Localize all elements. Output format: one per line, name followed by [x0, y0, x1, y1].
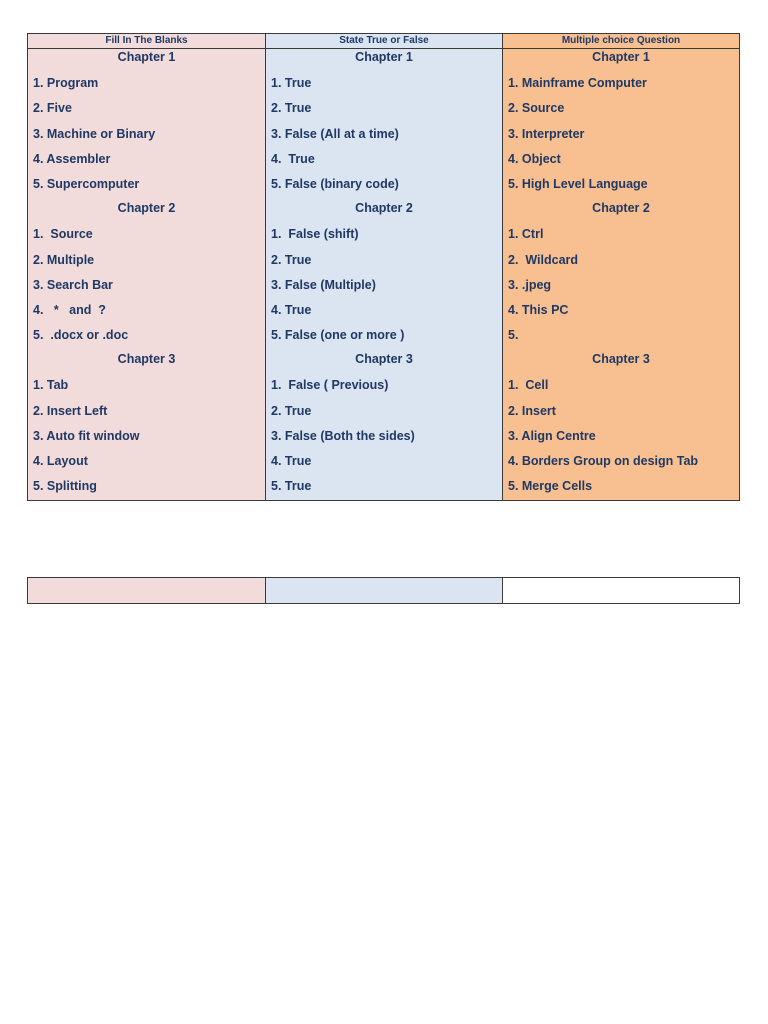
answer-item: 5. True	[271, 479, 312, 494]
answer-item: 2. Five	[33, 101, 72, 116]
answer-item: 3. Interpreter	[508, 126, 585, 141]
column-fill-in-the-blanks	[28, 34, 265, 500]
chapter-title: Chapter 1	[117, 50, 176, 64]
answer-item: 1. Cell	[508, 378, 549, 393]
answer-item: 5. Splitting	[33, 479, 97, 494]
answer-item: 2. True	[271, 252, 312, 267]
chapter-title: Chapter 1	[355, 50, 413, 64]
answer-item: 2. Insert Left	[33, 403, 108, 418]
chapter-title: Chapter 3	[117, 352, 176, 367]
answer-item: 3. Search Bar	[33, 277, 113, 292]
answer-item: 3. False (Both the sides)	[271, 428, 415, 443]
answer-item: 2. Insert	[508, 403, 556, 418]
chapter-title: Chapter 3	[355, 352, 413, 367]
answer-item: 4. Assembler	[33, 151, 111, 166]
answer-item: 1. Mainframe Computer	[508, 76, 647, 91]
answer-item: 1. Ctrl	[508, 227, 544, 242]
column-multiple-choice	[502, 34, 739, 500]
answer-item: 3. False (Multiple)	[271, 277, 376, 292]
column-header: Fill In The Blanks	[28, 34, 265, 49]
answer-item: 2. Multiple	[33, 252, 95, 267]
answer-item: 4. * and ?	[33, 302, 106, 317]
answer-item: 2. Wildcard	[508, 252, 579, 267]
answer-item: 1. True	[271, 76, 312, 91]
chapter-title: Chapter 2	[592, 201, 650, 216]
answer-item: 5. Merge Cells	[508, 479, 593, 494]
column-state-true-or-false	[265, 34, 502, 500]
answer-item: 5.	[508, 328, 519, 343]
answer-item: 1. Tab	[33, 378, 69, 393]
column-header: Multiple choice Question	[503, 34, 739, 49]
answer-item: 5. .docx or .doc	[33, 328, 129, 343]
answer-item: 5. False (one or more )	[271, 328, 405, 343]
answer-item: 3. Auto fit window	[33, 428, 140, 443]
answer-item: 3. Align Centre	[508, 428, 596, 443]
answer-item: 4. True	[271, 151, 315, 166]
empty-cell	[265, 578, 502, 603]
answer-item: 1. False (shift)	[271, 227, 359, 242]
empty-cell	[28, 578, 265, 603]
chapter-title: Chapter 2	[117, 201, 176, 216]
empty-cell	[502, 578, 739, 603]
answer-item: 3. False (All at a time)	[271, 126, 399, 141]
answer-item: 5. High Level Language	[508, 176, 648, 191]
answer-item: 5. Supercomputer	[33, 176, 140, 191]
answer-item: 1. Program	[33, 76, 99, 91]
answer-item: 1. False ( Previous)	[271, 378, 389, 393]
answer-item: 2. True	[271, 101, 312, 116]
answer-item: 3. Machine or Binary	[33, 126, 156, 141]
chapter-title: Chapter 1	[592, 50, 650, 64]
answer-item: 3. .jpeg	[508, 277, 552, 292]
column-header: State True or False	[266, 34, 502, 49]
answer-item: 1. Source	[33, 227, 93, 242]
chapter-title: Chapter 2	[355, 201, 413, 216]
answer-item: 4. Object	[508, 151, 561, 166]
answer-item: 5. False (binary code)	[271, 176, 399, 191]
empty-row-table	[27, 577, 740, 604]
chapter-title: Chapter 3	[592, 352, 650, 367]
answer-key-table	[27, 33, 740, 501]
answer-item: 2. Source	[508, 101, 565, 116]
answer-item: 4. True	[271, 454, 312, 468]
answer-item: 2. True	[271, 403, 312, 418]
answer-item: 4. Layout	[33, 454, 88, 468]
answer-item: 4. This PC	[508, 302, 569, 317]
answer-item: 4. True	[271, 302, 312, 317]
answer-item: 4. Borders Group on design Tab	[508, 454, 699, 468]
